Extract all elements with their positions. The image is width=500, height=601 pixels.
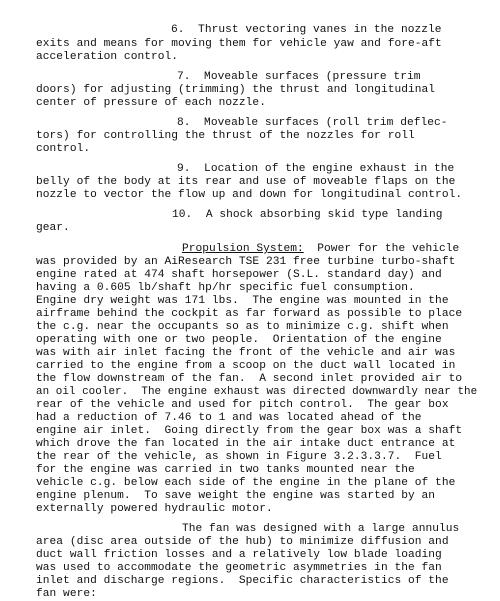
item-10-line: gear.: [36, 222, 70, 234]
item-9-heading: 9. Location of the engine exhaust in the: [177, 163, 455, 175]
paragraph-line: was provided by an AiResearch TSE 231 free turbine turbo-shaft: [36, 256, 456, 268]
paragraph-line: fan were:: [36, 588, 97, 600]
item-6-heading: 6. Thrust vectoring vanes in the nozzle: [171, 24, 442, 36]
paragraph-line: inlet and discharge regions. Specific characteristics of the: [36, 575, 449, 587]
fan-paragraph-first-line: The fan was designed with a large annulus: [182, 523, 460, 535]
paragraph-line: had a reduction of 7.46 to 1 and was located ahead of the: [36, 412, 422, 424]
item-10-heading: 10. A shock absorbing skid type landing: [172, 209, 443, 221]
paragraph-line: the flow downstream of the fan. A second inlet provided air to: [36, 373, 463, 385]
paragraph-line: area (disc area outside of the hub) to minimize diffusion and: [36, 536, 449, 548]
section-heading: [182, 243, 459, 256]
item-8-line: control.: [36, 143, 91, 155]
paragraph-line: Engine dry weight was 171 lbs. The engine was mounted in the: [36, 295, 449, 307]
paragraph-line: engine plenum. To save weight the engine was started by an: [36, 490, 436, 502]
paragraph-line: having a 0.605 lb/shaft hp/hr specific fuel consumption.: [36, 282, 415, 294]
item-7-line: doors) for adjusting (trimming) the thrust and longitudinal: [36, 84, 436, 96]
paragraph-line: operating with one or two people. Orientation of the engine: [36, 334, 442, 346]
paragraph-line: rear of the vehicle and used for pitch control. The gear box: [36, 399, 449, 411]
paragraph-line: carried to the engine from a scoop on the duct wall located in: [36, 360, 456, 372]
paragraph-line: the c.g. near the occupants so as to minimize c.g. shift when: [36, 321, 449, 333]
paragraph-line: which drove the fan located in the air intake duct entrance at: [36, 438, 456, 450]
item-8-heading: 8. Moveable surfaces (roll trim deflec-: [177, 117, 448, 129]
paragraph-line: externally powered hydraulic motor.: [36, 503, 273, 515]
item-7-line: center of pressure of each nozzle.: [36, 97, 266, 109]
paragraph-line: airframe behind the cockpit as far forward as possible to place: [36, 308, 463, 320]
item-6-line: acceleration control.: [36, 51, 179, 63]
paragraph-line: engine rated at 474 shaft horsepower (S.L. standard day) and: [36, 269, 442, 281]
paragraph-line: the rear of the vehicle, as shown in Figure 3.2.3.3.7. Fuel: [36, 451, 442, 463]
propulsion-system-heading: Propulsion System:: [182, 243, 304, 255]
paragraph-line: an oil cooler. The engine exhaust was directed downwardly near the: [36, 386, 478, 398]
item-6-line: exits and means for moving them for vehicle yaw and fore-aft: [36, 38, 442, 50]
paragraph-line: vehicle c.g. below each side of the engine in the plane of the: [36, 477, 456, 489]
item-9-line: belly of the body at its rear and use of moveable flaps on the: [36, 176, 456, 188]
paragraph-line: was used to accommodate the geometric asymmetries in the fan: [36, 562, 442, 574]
paragraph-line: was with air inlet facing the front of the vehicle and air was: [36, 347, 456, 359]
item-7-heading: 7. Moveable surfaces (pressure trim: [177, 71, 421, 83]
paragraph-line: engine air inlet. Going directly from the gear box was a shaft: [36, 425, 463, 437]
item-9-line: nozzle to vector the flow up and down for longitudinal control.: [36, 189, 463, 201]
item-8-line: tors) for controlling the thrust of the nozzles for roll: [36, 130, 415, 142]
paragraph-line: Power for the vehicle: [303, 243, 460, 255]
paragraph-line: duct wall friction losses and a relatively low blade loading: [36, 549, 442, 561]
paragraph-line: for the engine was carried in two tanks mounted near the: [36, 464, 415, 476]
